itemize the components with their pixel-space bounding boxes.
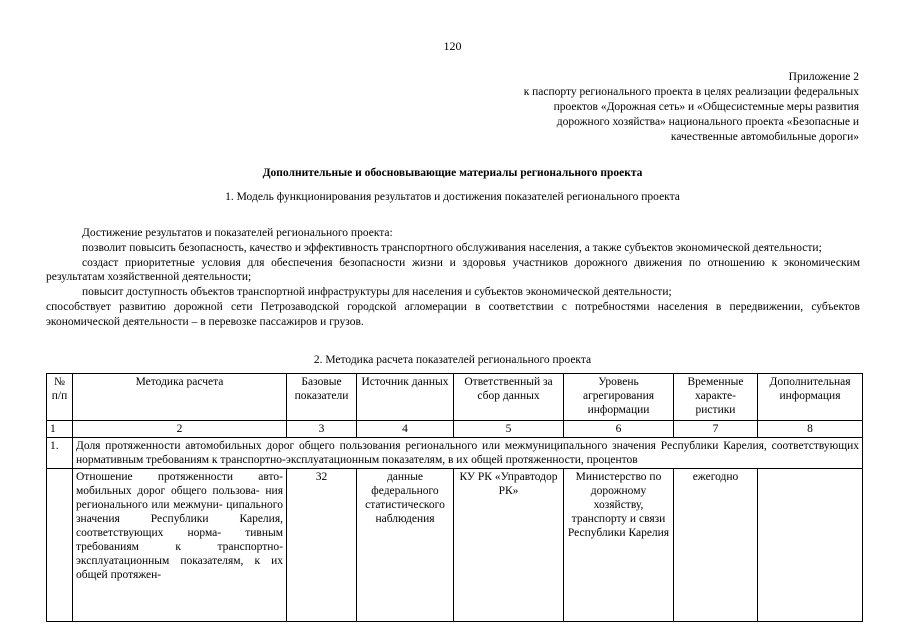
source-cell: данные федерального статистического наблюдения (357, 469, 454, 622)
paragraph: повысит доступность объектов транспортной инфраструктуры для населения и субъектов экономической деятельности; (82, 286, 672, 299)
indicator-title: Доля протяженности автомобильных дорог общего пользования регионального или межмуниципального значения Республики Карелия, соответствующих нормативным требованиям к транспортно-эксплуатационным показателям, в их общей протяженности, процентов (73, 438, 863, 469)
table-row (47, 469, 863, 622)
column-header: Базовые показатели (287, 374, 357, 421)
column-number: 3 (287, 421, 357, 438)
column-number: 7 (674, 421, 758, 438)
paragraph: способствует развитию дорожной сети Петрозаводской городской агломерации в соответствии с потребностями населения в передвижении, субъектов экономической деятельности – в перевозке пассажиров и грузов. (46, 300, 860, 328)
column-header: Ответственный за сбор данных (454, 374, 564, 421)
column-number: 2 (73, 421, 287, 438)
column-header: Источник данных (357, 374, 454, 421)
document-title: Дополнительные и обосновывающие материалы регионального проекта (262, 167, 643, 179)
section-2-heading: 2. Методика расчета показателей регионального проекта (313, 354, 592, 366)
column-number: 1 (47, 421, 73, 438)
table-header-row (47, 374, 863, 421)
timing-cell: ежегодно (674, 469, 758, 622)
column-number: 8 (758, 421, 863, 438)
body-text (46, 226, 860, 330)
column-number: 5 (454, 421, 564, 438)
section-1-heading: 1. Модель функционирования результатов и достижения показателей регионального проекта (225, 191, 680, 203)
row-number: 1. (47, 438, 73, 469)
column-number-row (47, 421, 863, 438)
column-number: 6 (564, 421, 674, 438)
paragraph: создаст приоритетные условия для обеспечения безопасности жизни и здоровья участников дорожного движения по отношению к экономическим результатам хозяйственной деятельности; (46, 256, 860, 284)
responsible-cell: КУ РК «Управтодор РК» (454, 469, 564, 622)
paragraph: позволит повысить безопасность, качество и эффективность транспортного обслуживания населения, а также субъектов экономической деятельности; (82, 241, 822, 254)
paragraph: Достижение результатов и показателей регионального проекта: (82, 227, 393, 239)
extra-info-cell (758, 469, 863, 622)
row-number (47, 469, 73, 622)
method-cell: Отношение протяженности авто- мобильных дорог общего пользова- ния регионального или межмуни- ципального значения Республики Карелия, соответствующих норма- тивным требованиям к транспортно-эксплуатационным показателям, к их общей протяжен- (73, 469, 287, 622)
appendix-line: проектов «Дорожная сеть» и «Общесистемные меры развития (553, 101, 859, 113)
column-header: Уровень агрегирования информации (564, 374, 674, 421)
methodology-table (46, 373, 863, 622)
column-header: Временные характе- ристики (674, 374, 758, 421)
base-value-cell: 32 (287, 469, 357, 622)
column-header: № п/п (47, 374, 73, 421)
appendix-line: дорожного хозяйства» национального проекта «Безопасные и (556, 116, 859, 128)
appendix-line: к паспорту регионального проекта в целях реализации федеральных (523, 86, 859, 98)
aggregation-cell: Министерство по дорожному хозяйству, транспорту и связи Республики Карелия (564, 469, 674, 622)
appendix-line: качественные автомобильные дороги» (670, 131, 859, 143)
column-number: 4 (357, 421, 454, 438)
appendix-line: Приложение 2 (788, 71, 859, 83)
page-number: 120 (443, 39, 462, 53)
indicator-section-row (47, 438, 863, 469)
column-header: Методика расчета (73, 374, 287, 421)
appendix-note (524, 70, 859, 145)
column-header: Дополнительная информация (758, 374, 863, 421)
